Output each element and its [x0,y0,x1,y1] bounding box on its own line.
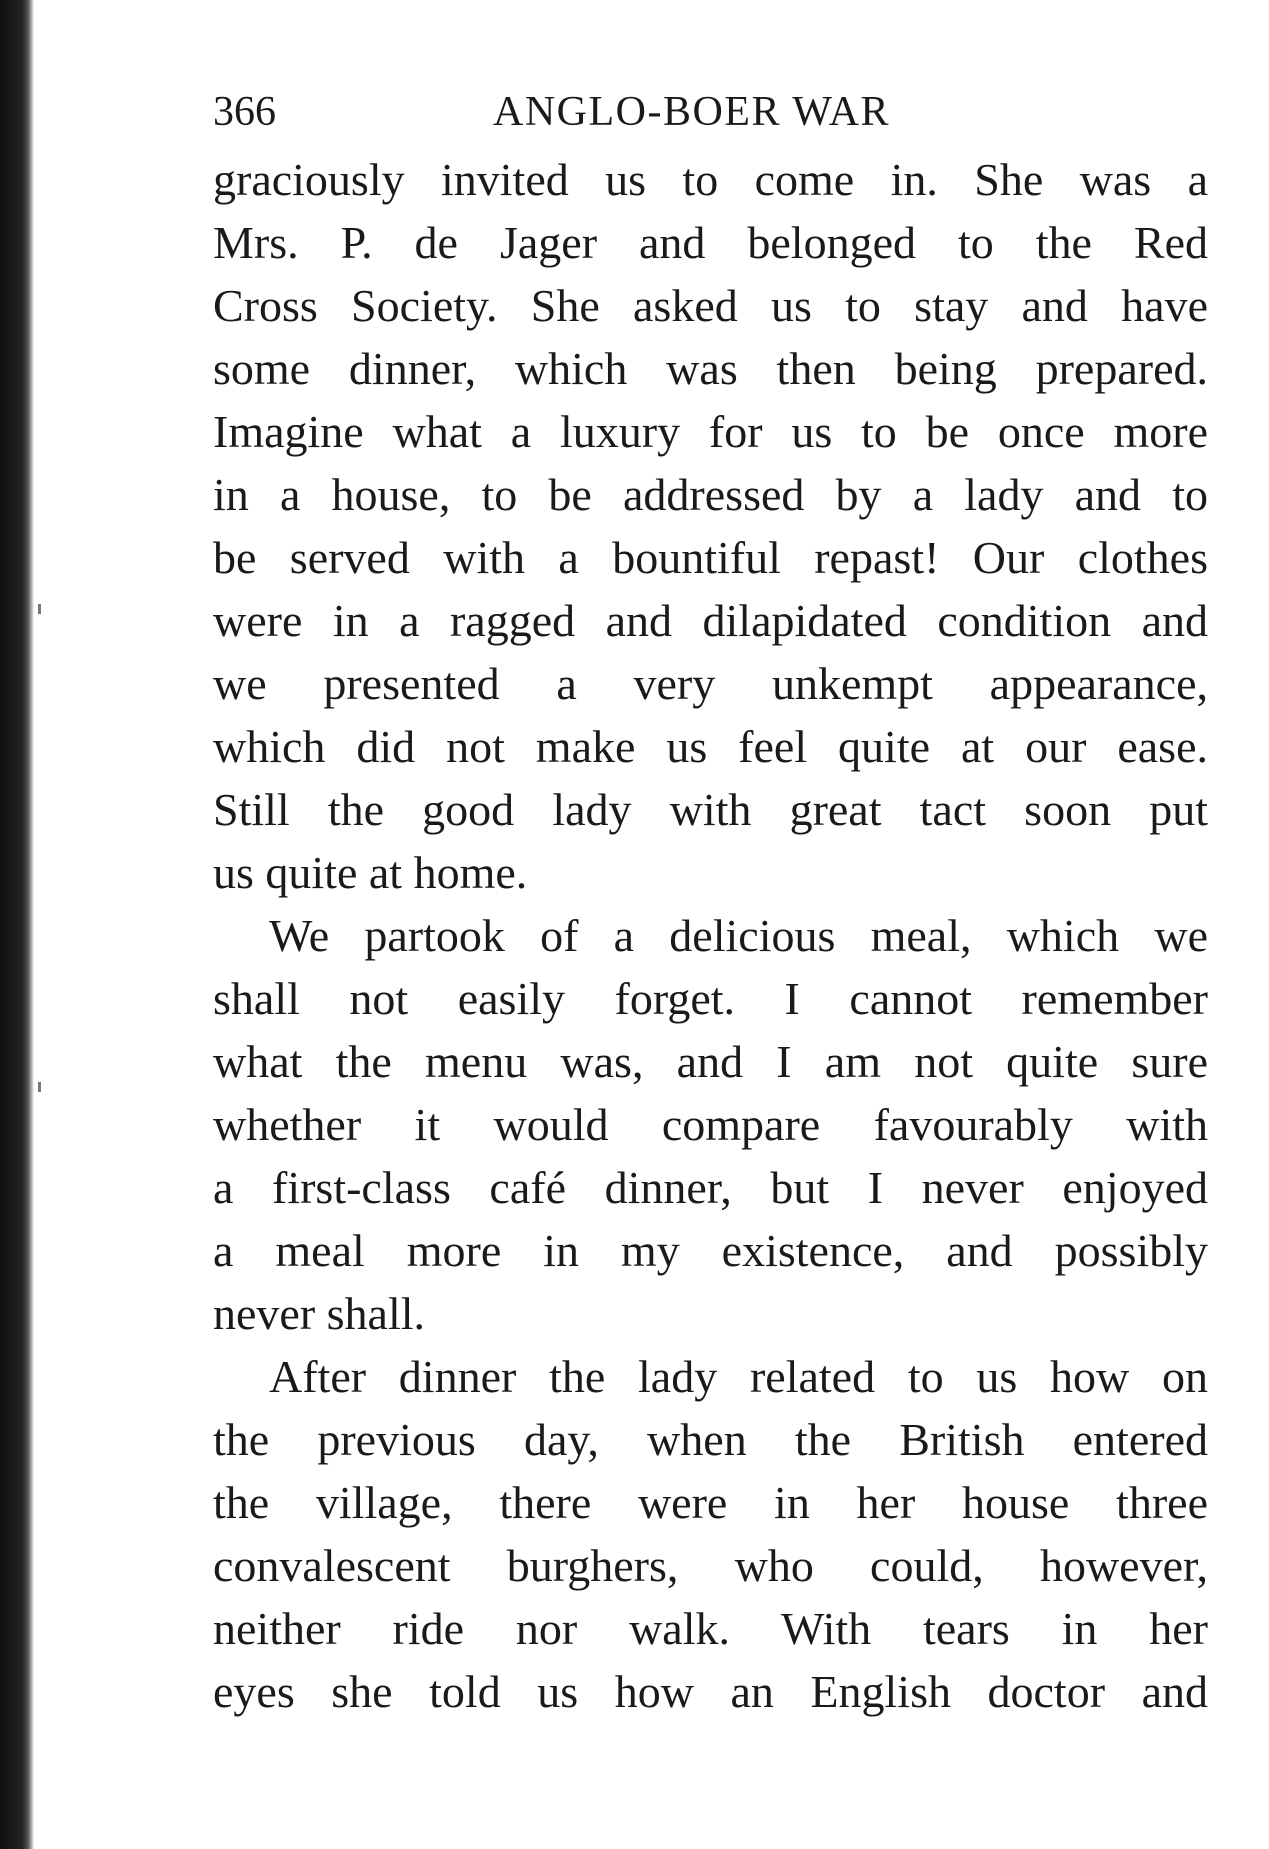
scan-speck [38,1082,41,1092]
text-line: the village, there were in her house three [213,1477,1208,1528]
body-text [213,148,1208,1723]
text-line: graciously invited us to come in. She was a [213,154,1208,205]
paragraph [213,148,1208,904]
scan-speck [38,604,41,614]
book-spine-shadow [0,0,34,1849]
page-number: 366 [213,89,276,135]
text-line: we presented a very unkempt appearance, [213,658,1208,709]
text-line: Still the good lady with great tact soon put [213,784,1208,835]
paragraph [213,904,1208,1345]
text-line: Cross Society. She asked us to stay and have [213,280,1208,331]
text-line-first: After dinner the lady related to us how on [269,1351,1208,1402]
paragraph [213,1345,1208,1723]
text-line: some dinner, which was then being prepared. [213,343,1208,394]
text-line: a first-class café dinner, but I never enjoyed [213,1162,1208,1213]
text-line: whether it would compare favourably with [213,1099,1208,1150]
text-line: the previous day, when the British entered [213,1414,1208,1465]
text-line: convalescent burghers, who could, however, [213,1540,1208,1591]
text-line: be served with a bountiful repast! Our clothes [213,532,1208,583]
text-line: a meal more in my existence, and possibly [213,1225,1208,1276]
text-line-last: us quite at home. [213,847,528,898]
text-line: Imagine what a luxury for us to be once more [213,406,1208,457]
text-line: neither ride nor walk. With tears in her [213,1603,1208,1654]
text-line: shall not easily forget. I cannot remember [213,973,1208,1024]
text-line: what the menu was, and I am not quite sure [213,1036,1208,1087]
text-line-first: We partook of a delicious meal, which we [269,910,1208,961]
text-line: Mrs. P. de Jager and belonged to the Red [213,217,1208,268]
running-title: ANGLO-BOER WAR [493,89,891,135]
page-header [213,84,973,140]
text-line-last: never shall. [213,1288,426,1339]
text-line: were in a ragged and dilapidated condition and [213,595,1208,646]
text-line: which did not make us feel quite at our ease. [213,721,1208,772]
text-line: eyes she told us how an English doctor and [213,1666,1208,1717]
text-line: in a house, to be addressed by a lady and to [213,469,1208,520]
